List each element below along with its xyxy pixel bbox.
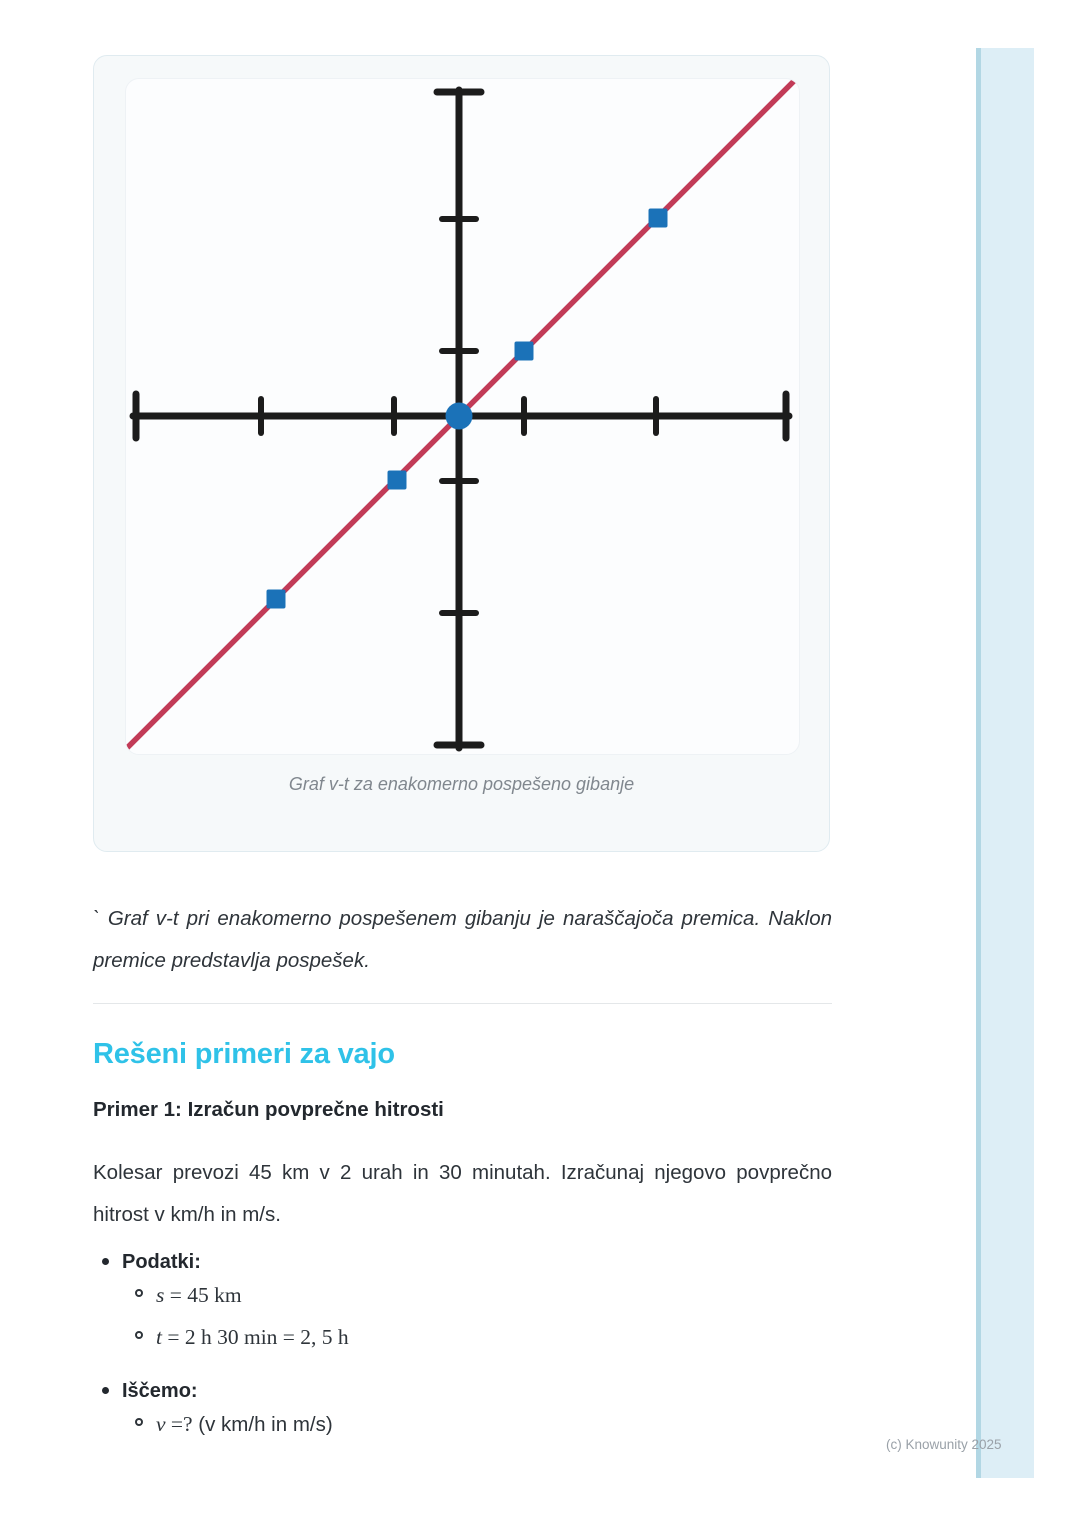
- graph-panel: [125, 78, 800, 755]
- math-value: = 2 h 30 min = 2, 5 h: [161, 1325, 349, 1349]
- data-point: [267, 590, 286, 609]
- circle-bullet-icon: [135, 1289, 143, 1297]
- watermark: (c) Knowunity 2025: [886, 1437, 1002, 1452]
- list-item-t: [93, 1325, 832, 1350]
- vt-graph: [126, 79, 800, 755]
- figure-caption: Graf v-t za enakomerno pospešeno gibanje: [288, 774, 635, 794]
- page-edge-strip: [976, 48, 1034, 1478]
- data-point: [388, 471, 407, 490]
- note-paragraph: ` Graf v-t pri enakomerno pospešenem gibanju je naraščajoča premica. Naklon premice predstavlja pospešek.: [93, 907, 832, 972]
- example-title: Primer 1: Izračun povprečne hitrosti: [93, 1098, 444, 1121]
- math-value: = 45 km: [164, 1283, 242, 1307]
- origin-point: [446, 403, 473, 430]
- math-value: =?: [165, 1412, 193, 1436]
- circle-bullet-icon: [135, 1418, 143, 1426]
- math-variable: t: [156, 1325, 162, 1349]
- section-divider: [93, 1003, 832, 1004]
- list-item-label: Iščemo:: [122, 1380, 198, 1402]
- math-variable: v: [156, 1412, 166, 1436]
- list-item-iscemo: [93, 1380, 832, 1403]
- circle-bullet-icon: [135, 1331, 143, 1339]
- data-point: [515, 342, 534, 361]
- figure-card: [93, 55, 830, 852]
- list-item-label: Podatki:: [122, 1251, 201, 1273]
- list-item-podatki: [93, 1251, 832, 1274]
- bullet-icon: [102, 1258, 109, 1265]
- list-item-v: [93, 1412, 832, 1437]
- list-item-s: [93, 1283, 832, 1308]
- section-heading: Rešeni primeri za vajo: [93, 1038, 395, 1070]
- bullet-icon: [102, 1387, 109, 1394]
- data-point: [649, 209, 668, 228]
- problem-paragraph: Kolesar prevozi 45 km v 2 urah in 30 minutah. Izračunaj njegovo povprečno hitrost v km/h in m/s.: [93, 1161, 832, 1226]
- math-variable: s: [156, 1283, 165, 1307]
- math-suffix: (v km/h in m/s): [192, 1413, 333, 1436]
